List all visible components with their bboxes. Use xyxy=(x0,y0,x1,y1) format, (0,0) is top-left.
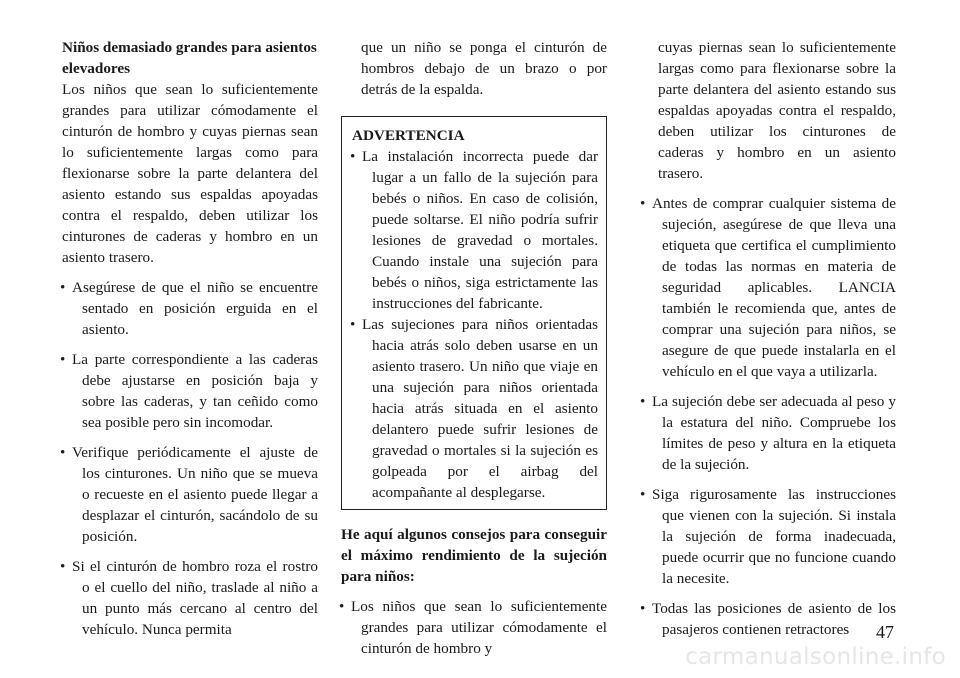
continued-text: cuyas piernas sean lo suficientemente largas como para flexionarse sobre la parte delantera del asiento estando sus espaldas apoyadas contra el respaldo, deben utilizar los cinturones de caderas y hombro en un asiento trasero. xyxy=(658,39,896,182)
warning-item: • La instalación incorrecta puede dar lugar a un fallo de la sujeción para bebés o niños. En caso de colisión, puede soltarse. El niño podría sufrir lesiones de gravedad o mortales. Cuando instale una sujeción para bebés o niños, siga estrictamente las instrucciones del fabricante. xyxy=(352,146,598,314)
watermark: carmanualsonline.info xyxy=(685,644,946,670)
column-1 xyxy=(62,37,318,640)
column-2 xyxy=(341,37,607,659)
list-item: • La sujeción debe ser adecuada al peso y la estatura del niño. Compruebe los límites de peso y altura en la etiqueta de la sujeción. xyxy=(642,391,896,475)
bullet-list xyxy=(341,596,607,659)
list-item: • Antes de comprar cualquier sistema de sujeción, asegúrese de que lleva una etiqueta que certifica el cumplimiento de todas las normas en materia de seguridad aplicables. LANCIA también le recomienda que, antes de comprar una sujeción para niños, se asegure de que puede instalarla en el vehículo en el que vaya a utilizarla. xyxy=(642,193,896,382)
list-item: • Siga rigurosamente las instrucciones que vienen con la sujeción. Si instala la sujeción de forma inadecuada, puede ocurrir que no funcione cuando la necesite. xyxy=(642,484,896,589)
list-item: • Si el cinturón de hombro roza el rostro o el cuello del niño, traslade al niño a un punto más cercano al centro del vehículo. Nunca permita xyxy=(62,556,318,640)
list-item: • Verifique periódicamente el ajuste de los cinturones. Un niño que se mueva o recueste en el asiento puede llegar a desplazar el cinturón, sacándolo de su posición. xyxy=(62,442,318,547)
list-item: • La parte correspondiente a las caderas debe ajustarse en posición baja y sobre las caderas, y tan ceñido como sea posible pero sin incomodar. xyxy=(62,349,318,433)
page-number: 47 xyxy=(876,622,894,642)
list-item: • Asegúrese de que el niño se encuentre sentado en posición erguida en el asiento. xyxy=(62,277,318,340)
warning-item: • Las sujeciones para niños orientadas hacia atrás solo deben usarse en un asiento trasero. Un niño que viaje en una sujeción para niños orientada hacia atrás situada en el asiento delantero puede sufrir lesiones de gravedad o mortales si la sujeción es golpeada por el airbag del acompañante al desplegarse. xyxy=(352,314,598,503)
warning-box xyxy=(341,116,607,510)
bullet-list xyxy=(62,277,318,640)
bullet-list xyxy=(642,193,896,640)
body-paragraph: Los niños que sean lo suficientemente grandes para utilizar cómodamente el cinturón de hombro y cuyas piernas sean lo suficientemente largas como para flexionarse sobre la parte delantera del asiento estando sus espaldas apoyadas contra el respaldo, deben utilizar los cinturones de caderas y hombro en un asiento trasero. xyxy=(62,81,318,266)
warning-title: ADVERTENCIA xyxy=(352,127,465,144)
list-item: • Todas las posiciones de asiento de los pasajeros contienen retractores xyxy=(642,598,896,640)
section-heading: Niños demasiado grandes para asientos elevadores xyxy=(62,39,317,77)
warning-list xyxy=(352,146,598,503)
list-item: • Los niños que sean lo suficientemente grandes para utilizar cómodamente el cinturón de hombro y xyxy=(341,596,607,659)
tips-heading: He aquí algunos consejos para conseguir el máximo rendimiento de la sujeción para niños: xyxy=(341,526,607,585)
continued-text: que un niño se ponga el cinturón de hombros debajo de un brazo o por detrás de la espalda. xyxy=(361,39,607,98)
column-3 xyxy=(642,37,896,640)
